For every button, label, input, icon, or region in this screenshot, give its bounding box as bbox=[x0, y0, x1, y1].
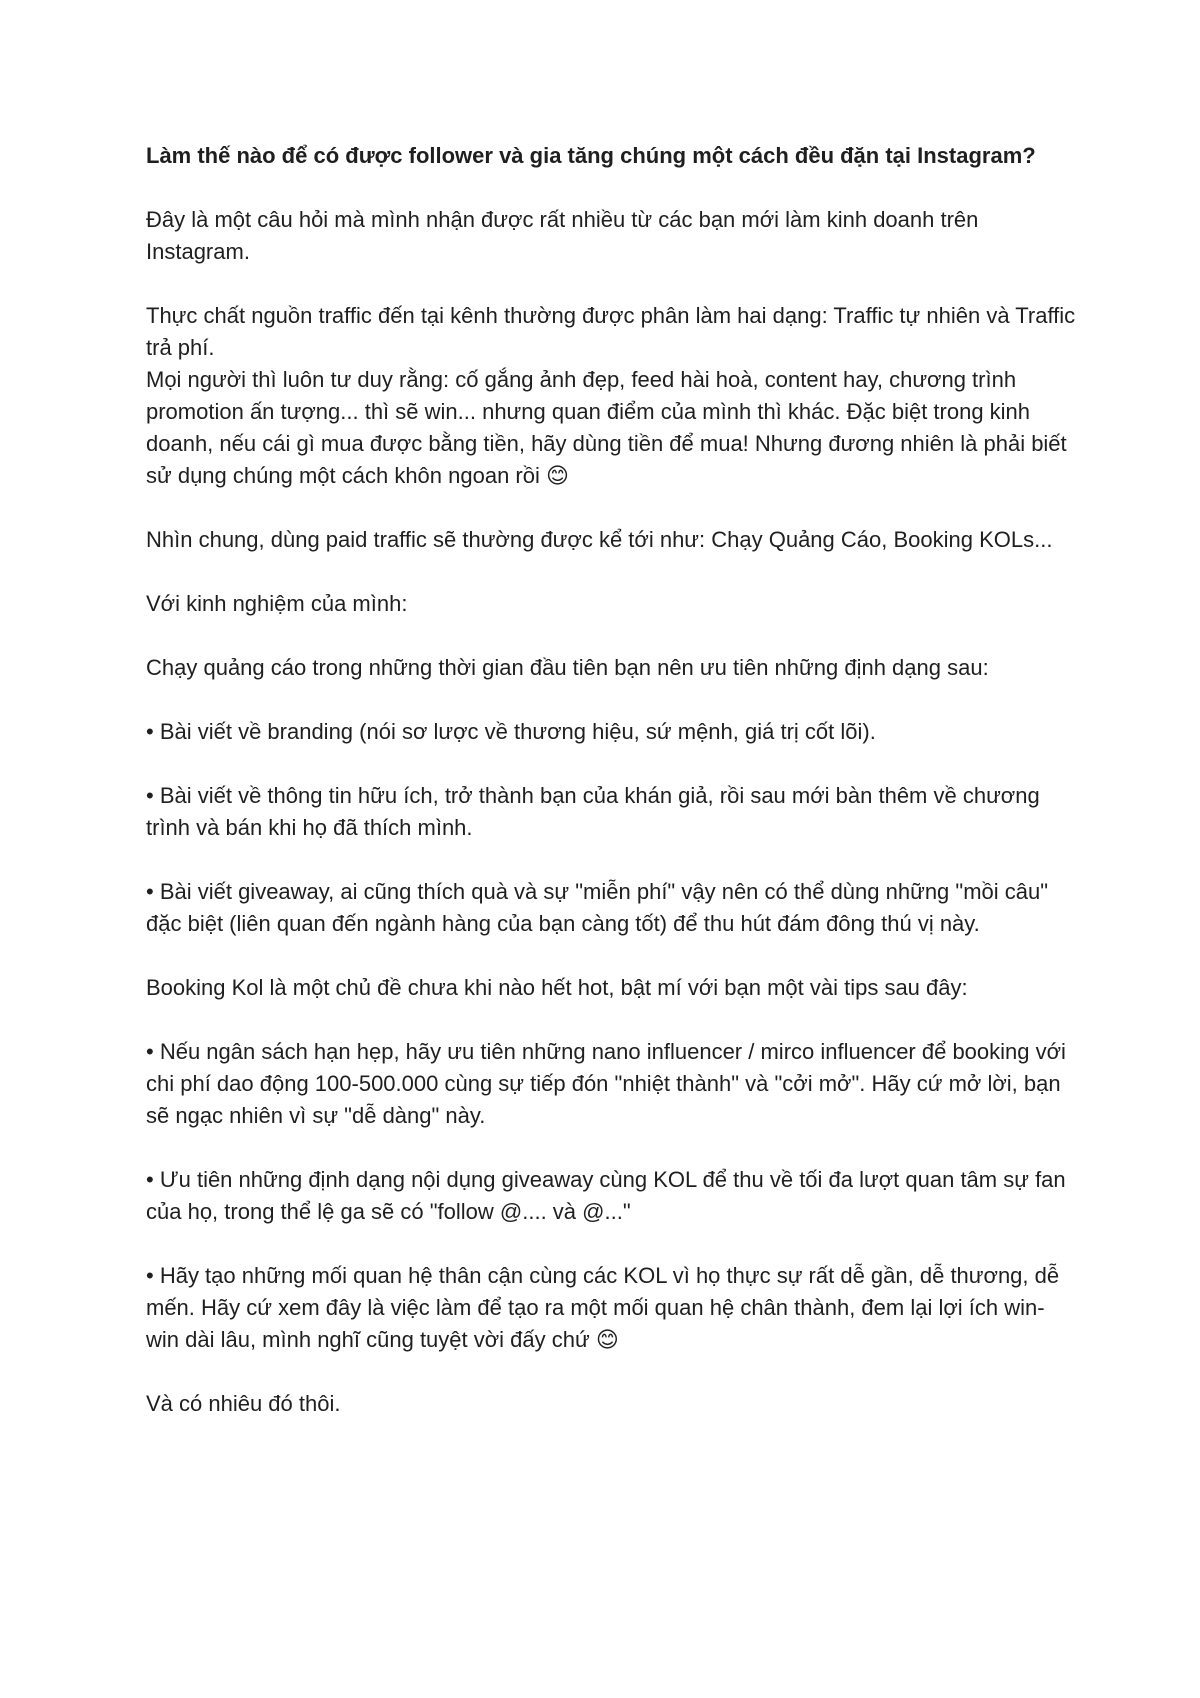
bullet-giveaway: • Bài viết giveaway, ai cũng thích quà và sự "miễn phí" vậy nên có thể dùng những "mồi câu" đặc biệt (liên quan đến ngành hàng của bạn càng tốt) để thu hút đám đông thú vị này. bbox=[146, 879, 1049, 936]
document-title: Làm thế nào để có được follower và gia tăng chúng một cách đều đặn tại Instagram? bbox=[146, 143, 1036, 168]
paragraph-3: Mọi người thì luôn tư duy rằng: cố gắng ảnh đẹp, feed hài hoà, content hay, chương trình promotion ấn tượng... thì sẽ win... nhưng quan điểm của mình thì khác. Đặc biệt trong kinh doanh, nếu cái gì mua được bằng tiền, hãy dùng tiền để mua! Nhưng đương nhiên là phải biết sử dụng chúng một cách khôn ngoan rồi 😊 bbox=[146, 367, 1067, 488]
bullet-giveaway-kol: • Ưu tiên những định dạng nội dụng giveaway cùng KOL để thu về tối đa lượt quan tâm sự fan của họ, trong thể lệ ga sẽ có "follow @.... và @..." bbox=[146, 1167, 1066, 1224]
paragraph-closing: Và có nhiêu đó thôi. bbox=[146, 1391, 341, 1416]
paragraph-1: Đây là một câu hỏi mà mình nhận được rất nhiều từ các bạn mới làm kinh doanh trên Instagram. bbox=[146, 207, 979, 264]
paragraph-4: Nhìn chung, dùng paid traffic sẽ thường được kể tới như: Chạy Quảng Cáo, Booking KOLs... bbox=[146, 527, 1053, 552]
bullet-useful-info: • Bài viết về thông tin hữu ích, trở thành bạn của khán giả, rồi sau mới bàn thêm về chương trình và bán khi họ đã thích mình. bbox=[146, 783, 1040, 840]
paragraph-booking-kol: Booking Kol là một chủ đề chưa khi nào hết hot, bật mí với bạn một vài tips sau đây: bbox=[146, 975, 968, 1000]
bullet-nano-influencer: • Nếu ngân sách hạn hẹp, hãy ưu tiên những nano influencer / mirco influencer để booking với chi phí dao động 100-500.000 cùng sự tiếp đón "nhiệt thành" và "cởi mở". Hãy cứ mở lời, bạn sẽ ngạc nhiên vì sự "dễ dàng" này. bbox=[146, 1039, 1066, 1128]
paragraph-2: Thực chất nguồn traffic đến tại kênh thường được phân làm hai dạng: Traffic tự nhiên và Traffic trả phí. bbox=[146, 303, 1076, 360]
paragraph-5: Với kinh nghiệm của mình: bbox=[146, 591, 408, 616]
paragraph-6: Chạy quảng cáo trong những thời gian đầu tiên bạn nên ưu tiên những định dạng sau: bbox=[146, 655, 989, 680]
bullet-branding: • Bài viết về branding (nói sơ lược về thương hiệu, sứ mệnh, giá trị cốt lõi). bbox=[146, 719, 876, 744]
bullet-relationship: • Hãy tạo những mối quan hệ thân cận cùng các KOL vì họ thực sự rất dễ gần, dễ thương, dễ mến. Hãy cứ xem đây là việc làm để tạo ra một mối quan hệ chân thành, đem lại lợi ích win-win dài lâu, mình nghĩ cũng tuyệt vời đấy chứ 😊 bbox=[146, 1263, 1060, 1352]
document-page bbox=[146, 140, 1076, 1452]
